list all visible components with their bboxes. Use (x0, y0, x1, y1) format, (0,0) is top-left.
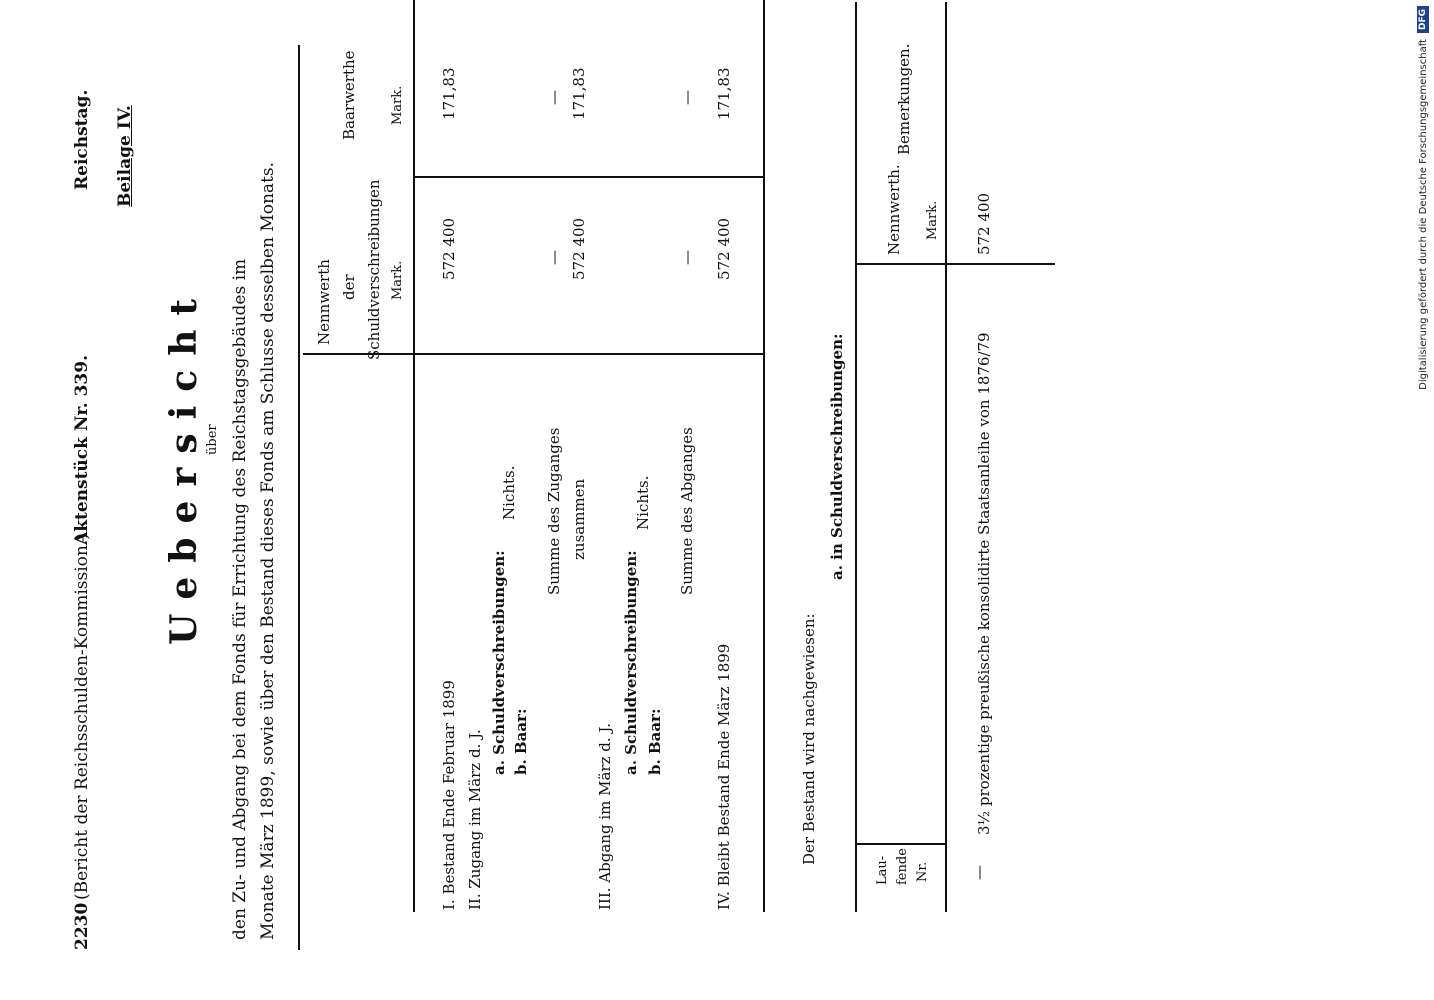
table2-top-rule (855, 2, 857, 912)
col-value-unit: Mark. (925, 200, 940, 240)
row-2-label: II. Zugang im März d. J. (466, 729, 484, 910)
col-bonds-1: Nennwerth (315, 259, 333, 345)
col-remarks: Bemerkungen. (895, 43, 913, 155)
col-no-2: fende (895, 848, 910, 885)
row-2-sum-bonds: — (545, 250, 563, 265)
col-bonds-2: der (340, 274, 358, 300)
row-2-sum: Summe des Zuganges (545, 427, 563, 595)
row-3a: a. Schuldverschreibungen: (622, 550, 640, 775)
row-1-label: I. Bestand Ende Februar 1899 (440, 680, 458, 910)
page-number: 2230 (72, 902, 92, 950)
title-sub: über (205, 424, 220, 455)
appendix-label: Beilage IV. (115, 105, 135, 207)
intro-line-2: Monate März 1899, sowie über den Bestand dieses Fonds am Schlusse desselben Monats. (258, 161, 278, 940)
table1-rule-1 (413, 0, 415, 912)
table2-value-rule (855, 263, 1055, 265)
col-cash: Baarwerthe (340, 50, 358, 140)
table1-right-rule (763, 0, 765, 912)
page-title: Uebersicht (163, 284, 205, 645)
row-4-cash: 171,83 (715, 67, 733, 120)
col-no-1: Lau- (875, 855, 890, 885)
row-3-sum-bonds: — (678, 250, 696, 265)
row-4-bonds: 572 400 (715, 217, 733, 280)
row-2-sum-cash: — (545, 90, 563, 105)
table1-cash-rule (413, 176, 765, 178)
header-left: Reichstag. (72, 89, 92, 190)
funding-note-text: Digitalisierung gefördert durch die Deutsche Forschungsgemeinschaft (1417, 39, 1429, 390)
evidence-a-heading: a. in Schuldverschreibungen: (828, 333, 846, 580)
row-value: 572 400 (975, 192, 993, 255)
row-2-total-cash: 171,83 (570, 67, 588, 120)
header-right: (Bericht der Reichsschulden-Kommission.) (72, 533, 92, 900)
col-bonds-unit: Mark. (390, 260, 405, 300)
row-2-nothing: Nichts. (500, 465, 518, 520)
row-desc: 3½ prozentige preußische konsolidirte Staatsanleihe von 1876/79 (975, 332, 993, 835)
row-4-label: IV. Bleibt Bestand Ende März 1899 (715, 643, 733, 910)
row-1-cash: 171,83 (440, 67, 458, 120)
col-value: Nennwerth. (885, 164, 903, 255)
row-2-total: zusammen (570, 478, 588, 560)
table2-no-rule (855, 843, 945, 845)
col-bonds-3: Schuldverschreibungen (365, 179, 383, 360)
table2-header-rule (945, 2, 947, 912)
intro-line-1: den Zu- und Abgang bei dem Fonds für Errichtung des Reichstagsgebäudes im (230, 258, 250, 940)
row-2-total-bonds: 572 400 (570, 217, 588, 280)
header-center: Aktenstück Nr. 339. (72, 354, 92, 545)
evidence-intro: Der Bestand wird nachgewiesen: (800, 613, 818, 865)
row-2b: b. Baar: (512, 708, 530, 775)
table1-top-rule (298, 45, 300, 950)
row-3-nothing: Nichts. (634, 475, 652, 530)
dfg-logo: DFG (1417, 6, 1429, 33)
row-1-bonds: 572 400 (440, 217, 458, 280)
funding-note (1414, 6, 1432, 994)
row-3-sum: Summe des Abganges (678, 427, 696, 595)
row-3b: b. Baar: (646, 708, 664, 775)
col-cash-unit: Mark. (390, 85, 405, 125)
col-no-3: Nr. (915, 861, 930, 882)
row-3-sum-cash: — (678, 90, 696, 105)
row-3-label: III. Abgang im März d. J. (596, 722, 614, 910)
row-2a: a. Schuldverschreibungen: (490, 550, 508, 775)
row-no: — (970, 865, 988, 880)
